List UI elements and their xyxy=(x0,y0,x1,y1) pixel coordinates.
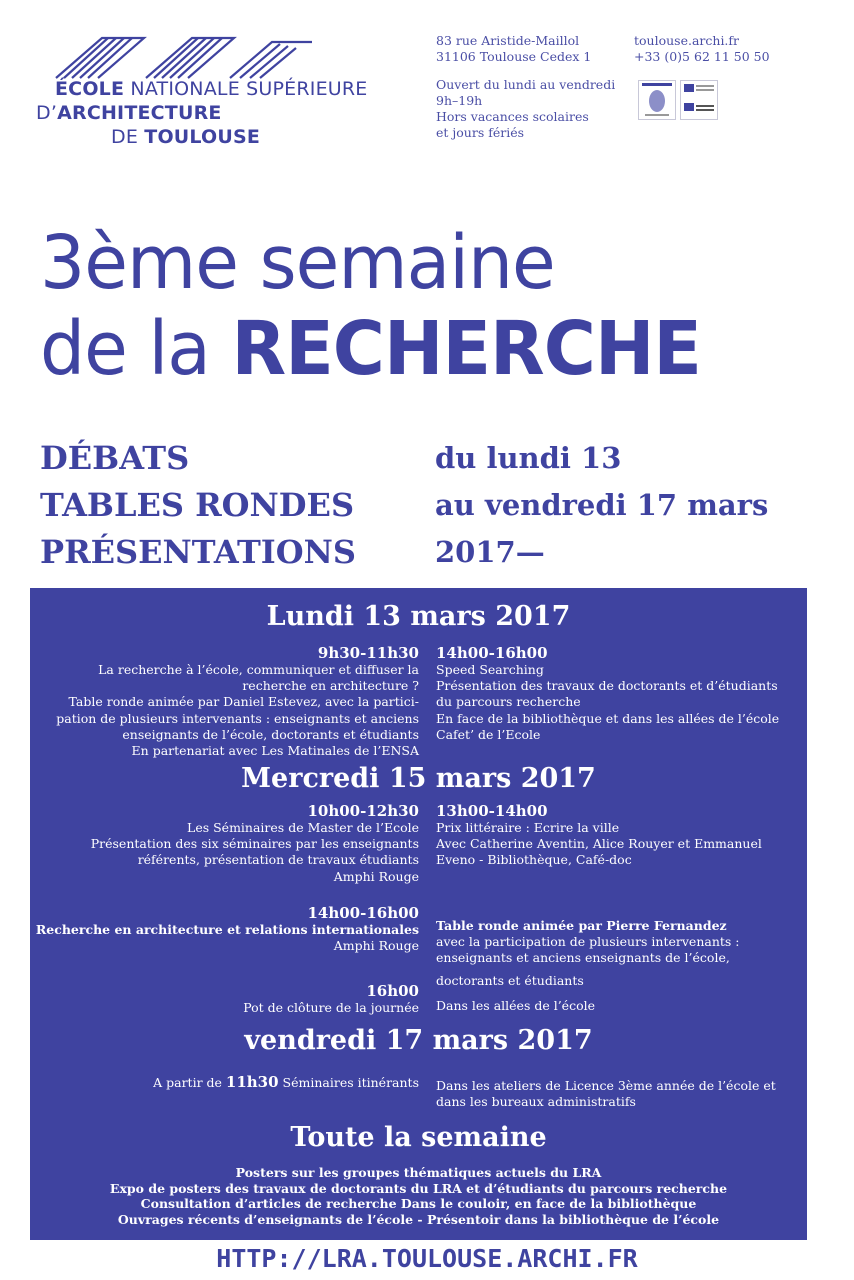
wednesday-closing-session: 16h00 Pot de clôture de la journée xyxy=(243,982,419,1015)
friday-session: A partir de 11h30 Séminaires itinérants xyxy=(153,1073,419,1091)
school-logo xyxy=(36,30,368,150)
logo-line-3: DE TOULOUSE xyxy=(111,126,261,148)
wednesday-morning-session: 10h00-12h30 Les Séminaires de Master de l’Ecole Présentation des six séminaires par les enseignants référents, présentation de travaux étudiants Amphi Rouge xyxy=(90,802,419,884)
address-block xyxy=(436,33,615,141)
wednesday-closing-time: 16h00 xyxy=(366,982,419,1000)
phone-number: +33 (0)5 62 11 50 50 xyxy=(634,49,770,64)
logo-stripes-icon xyxy=(54,30,314,80)
wednesday-morning-time: 10h00-12h30 xyxy=(307,802,419,820)
wednesday-noon-time: 13h00-14h00 xyxy=(436,802,548,820)
hours-line-4: et jours fériés xyxy=(436,125,525,140)
wednesday-noon-session: 13h00-14h00 Prix littéraire : Ecrire la ville Avec Catherine Aventin, Alice Rouyer et Emmanuel Eveno - Bibliothèque, Café-doc xyxy=(436,802,762,868)
ministry-flag-icon xyxy=(681,81,717,119)
hours-line-3: Hors vacances scolaires xyxy=(436,109,589,124)
wednesday-afternoon-time: 14h00-16h00 xyxy=(307,904,419,922)
subhead-2: TABLES RONDES xyxy=(40,486,355,524)
wednesday-closing-location: Dans les allées de l’école xyxy=(436,998,595,1013)
website-link[interactable]: toulouse.archi.fr xyxy=(634,33,740,48)
monday-afternoon-time: 14h00-16h00 xyxy=(436,644,548,662)
university-logo xyxy=(638,80,676,120)
page-title-line-2: de la RECHERCHE xyxy=(40,306,702,392)
friday-location: Dans les ateliers de Licence 3ème année de l’école et dans les bureaux administratifs xyxy=(436,1078,776,1110)
friday-time: 11h30 xyxy=(225,1073,279,1091)
ministry-logo xyxy=(680,80,718,120)
monday-morning-session: 9h30-11h30 La recherche à l’école, communiquer et diffuser la recherche en architecture ? Table ronde animée par Daniel Estevez, avec la partici- pation de plusieurs intervenants : enseignants et anciens enseignants de l’école, doctorants et étudiants En partenariat avec Les Matinales de l’ENSA xyxy=(56,644,419,759)
subhead-1: DÉBATS xyxy=(40,439,190,477)
friday-heading: vendredi 17 mars 2017 xyxy=(244,1025,593,1056)
logo-line-2: D’ARCHITECTURE xyxy=(36,102,222,124)
subhead-3: PRÉSENTATIONS xyxy=(40,533,356,571)
footer-url-link[interactable]: HTTP://LRA.TOULOUSE.ARCHI.FR xyxy=(216,1244,638,1273)
program-box xyxy=(30,588,807,1240)
page-title-line-1: 3ème semaine xyxy=(40,220,555,306)
date-line-1: du lundi 13 xyxy=(435,441,622,475)
date-line-3: 2017— xyxy=(435,535,545,569)
date-line-2: au vendredi 17 mars xyxy=(435,488,769,522)
monday-morning-time: 9h30-11h30 xyxy=(317,644,419,662)
week-activities: Posters sur les groupes thématiques actuels du LRA Expo de posters des travaux de doctorants du LRA et d’étudiants du parcours recherche Consultation d’articles de recherche Dans le couloir, en face de la bibliothèque Ouvrages récents d’enseignants de l’école - Présentoir dans la bibliothèque de l’école xyxy=(109,1165,728,1227)
contact-block xyxy=(634,33,770,65)
monday-afternoon-session: 14h00-16h00 Speed Searching Présentation des travaux de doctorants et d’étudiants du parcours recherche En face de la bibliothèque et dans les allées de l’école Cafet’ de l’Ecole xyxy=(436,644,780,742)
wednesday-roundtable: Table ronde animée par Pierre Fernandez avec la participation de plusieurs intervenants : enseignants et anciens enseignants de l’école, doctorants et étudiants xyxy=(436,918,740,988)
address-line-1: 83 rue Aristide-Maillol xyxy=(436,33,580,48)
week-heading: Toute la semaine xyxy=(290,1122,547,1153)
hours-line-1: Ouvert du lundi au vendredi xyxy=(436,77,616,92)
logo-line-1: ÉCOLE NATIONALE SUPÉRIEURE xyxy=(55,78,368,100)
address-line-2: 31106 Toulouse Cedex 1 xyxy=(436,49,592,64)
monday-heading: Lundi 13 mars 2017 xyxy=(266,601,571,632)
wednesday-afternoon-session: 14h00-16h00 Recherche en architecture et relations internationales Amphi Rouge xyxy=(35,904,419,954)
wednesday-heading: Mercredi 15 mars 2017 xyxy=(241,763,596,794)
hours-line-2: 9h–19h xyxy=(436,93,483,108)
university-seal-icon xyxy=(639,81,675,119)
